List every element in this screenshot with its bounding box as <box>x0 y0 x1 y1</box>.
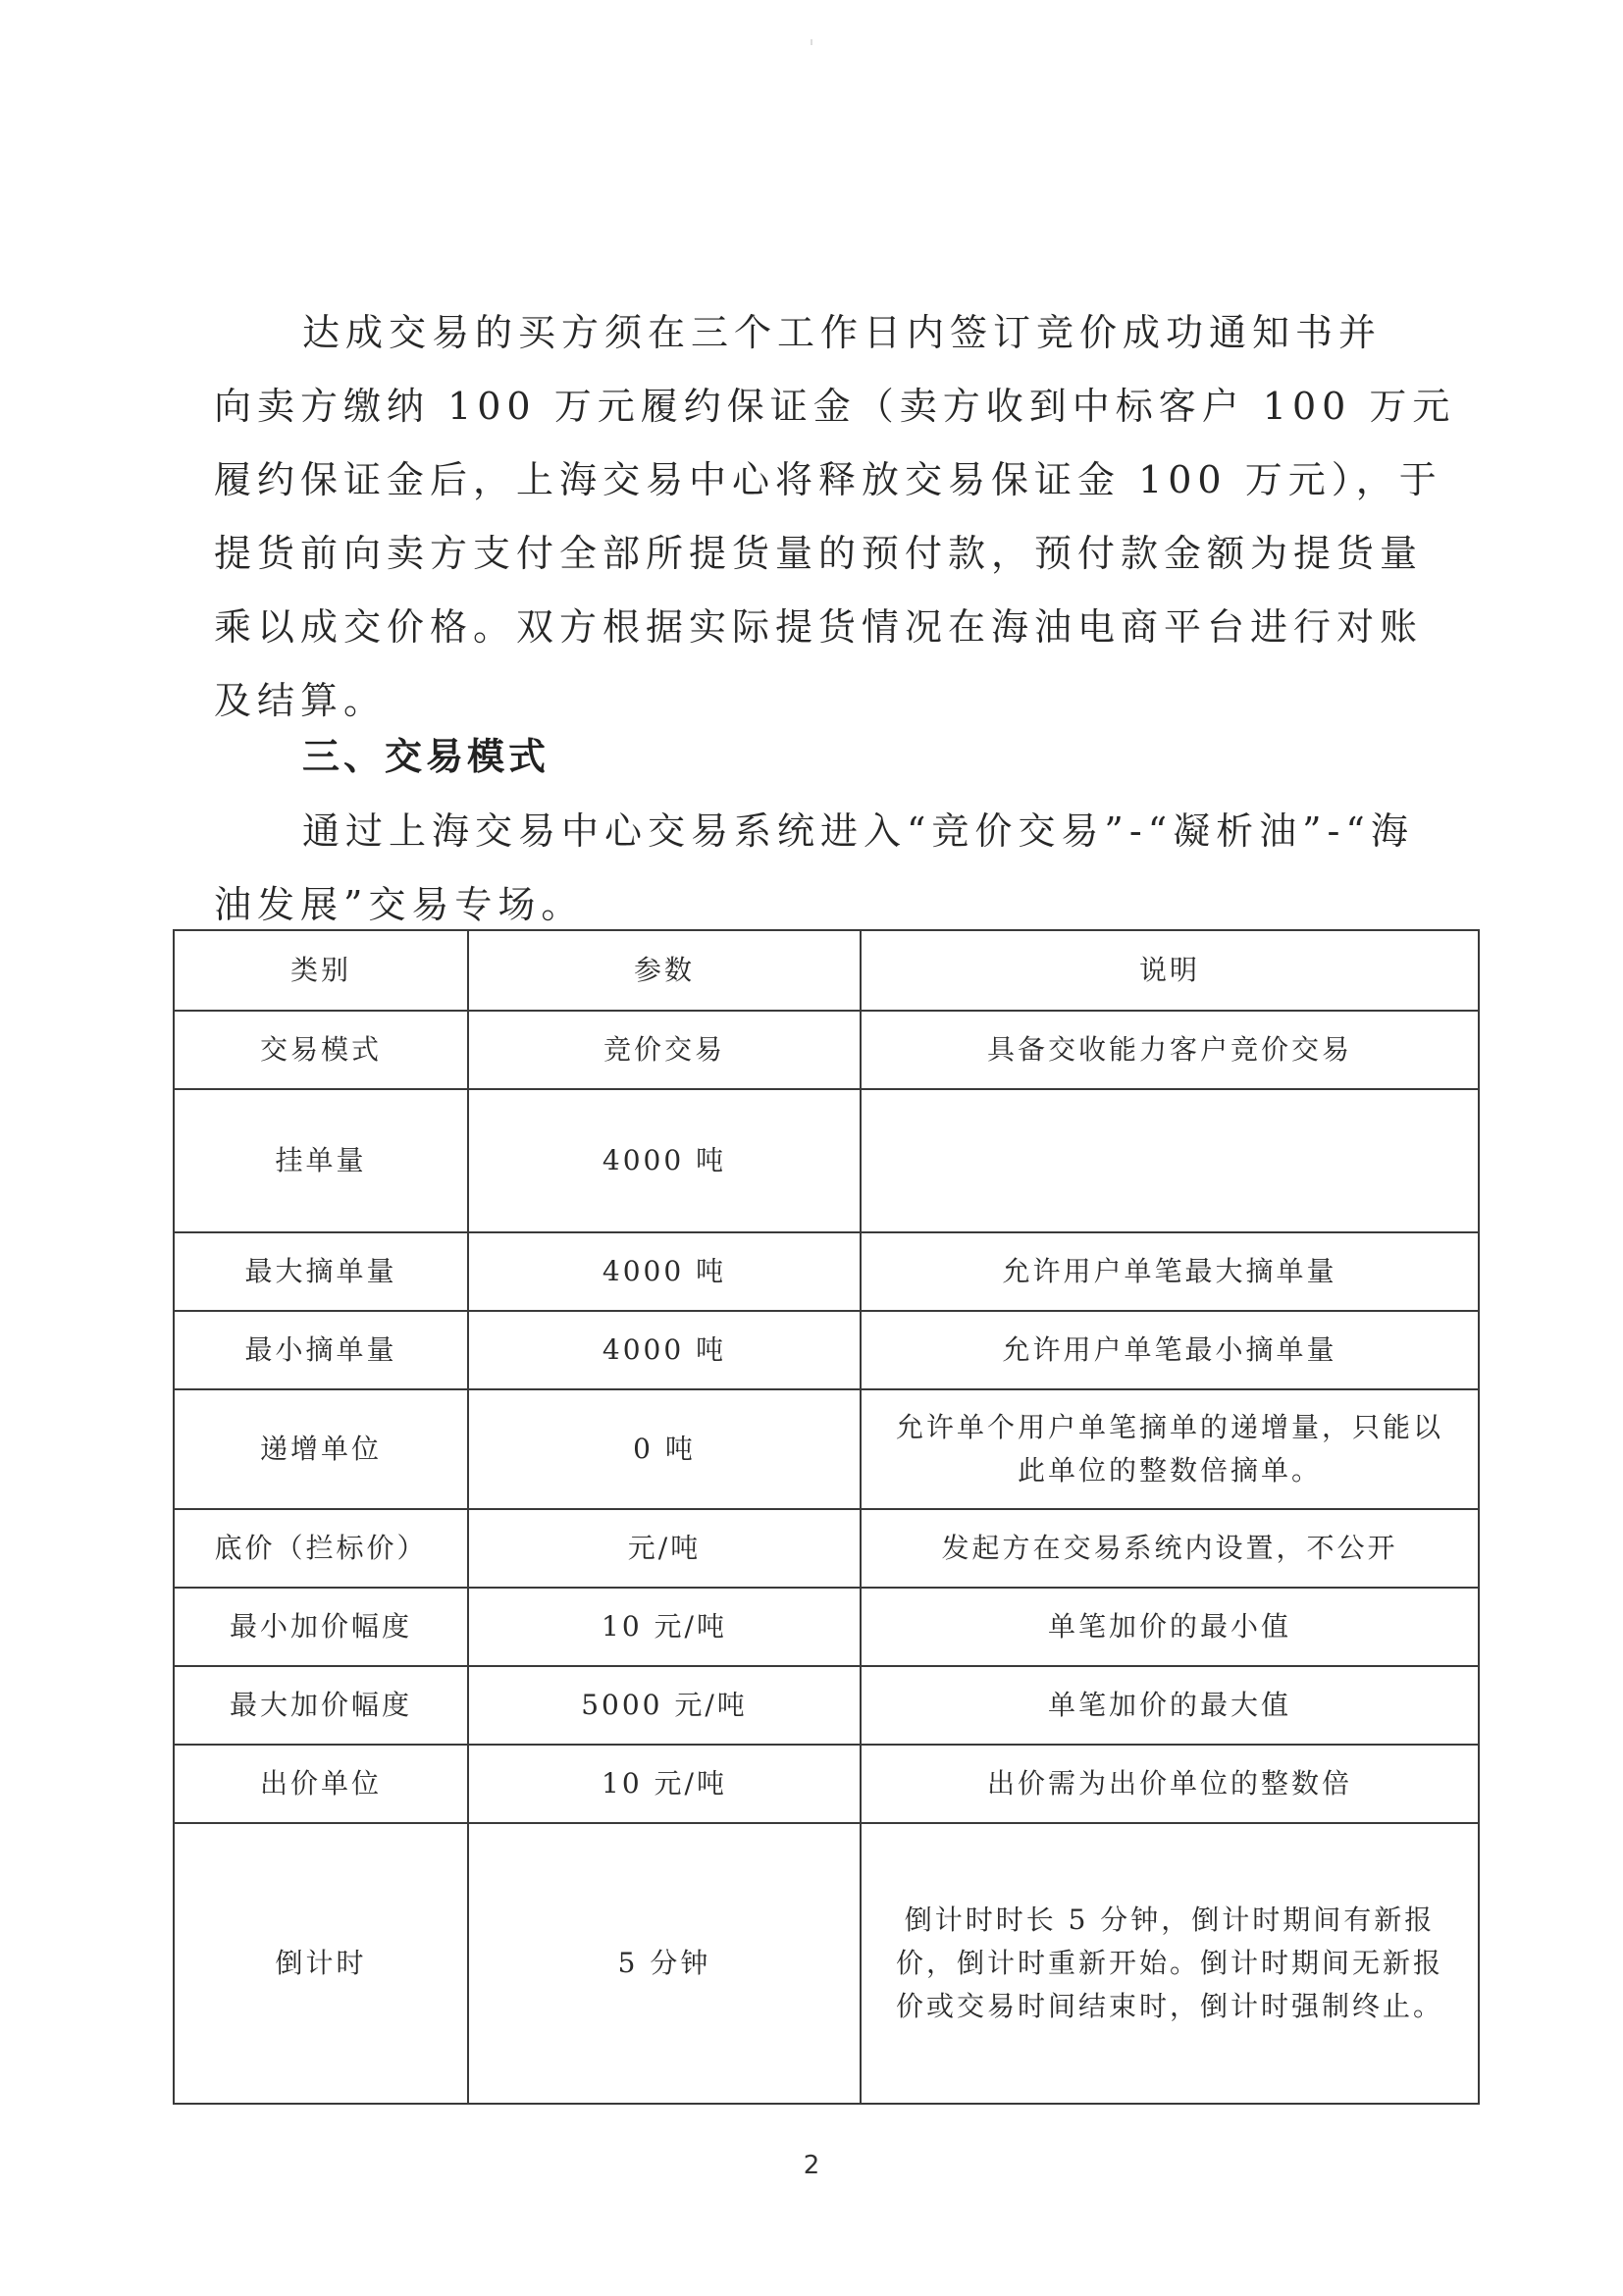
cell-parameter: 元/吨 <box>468 1509 861 1588</box>
table-row <box>174 1745 1479 1823</box>
cell-parameter: 10 元/吨 <box>468 1588 861 1666</box>
header-category: 类别 <box>174 930 468 1011</box>
cell-description: 发起方在交易系统内设置，不公开 <box>861 1509 1479 1588</box>
description-line: 价，倒计时重新开始。倒计时期间无新报 <box>895 1947 1443 1979</box>
paragraph-trading-mode <box>214 795 1431 942</box>
paragraph-line: 履约保证金后，上海交易中心将释放交易保证金 100 万元），于 <box>214 458 1442 501</box>
cell-category: 最大加价幅度 <box>174 1666 468 1745</box>
cell-description: 单笔加价的最大值 <box>861 1666 1479 1745</box>
paragraph-line: 提货前向卖方支付全部所提货量的预付款，预付款金额为提货量 <box>214 532 1424 575</box>
cell-description: 出价需为出价单位的整数倍 <box>861 1745 1479 1823</box>
table-row <box>174 1311 1479 1389</box>
cell-parameter: 4000 吨 <box>468 1232 861 1311</box>
paragraph-line: 达成交易的买方须在三个工作日内签订竞价成功通知书并 <box>302 311 1383 354</box>
paragraph-line: 油发展”交易专场。 <box>214 883 585 926</box>
cell-parameter: 4000 吨 <box>468 1089 861 1232</box>
cell-parameter: 5000 元/吨 <box>468 1666 861 1745</box>
cell-description <box>861 1823 1479 2104</box>
description-line: 此单位的整数倍摘单。 <box>1017 1454 1322 1487</box>
cell-category: 最大摘单量 <box>174 1232 468 1311</box>
section-heading: 三、交易模式 <box>302 735 550 778</box>
cell-description: 允许用户单笔最大摘单量 <box>861 1232 1479 1311</box>
cell-category: 交易模式 <box>174 1011 468 1089</box>
table-row <box>174 1666 1479 1745</box>
cell-category: 递增单位 <box>174 1389 468 1509</box>
paragraph-line: 乘以成交价格。双方根据实际提货情况在海油电商平台进行对账 <box>214 605 1424 649</box>
binding-mark <box>811 39 812 45</box>
table-row <box>174 1389 1479 1509</box>
cell-description: 允许用户单笔最小摘单量 <box>861 1311 1479 1389</box>
description-line: 倒计时时长 5 分钟，倒计时期间有新报 <box>904 1904 1436 1936</box>
paragraph-line: 及结算。 <box>214 679 388 722</box>
cell-description: 单笔加价的最小值 <box>861 1588 1479 1666</box>
cell-parameter: 10 元/吨 <box>468 1745 861 1823</box>
paragraph-settlement <box>214 296 1456 738</box>
cell-category: 挂单量 <box>174 1089 468 1232</box>
header-description: 说明 <box>861 930 1479 1011</box>
description-line: 允许单个用户单笔摘单的递增量，只能以 <box>895 1411 1443 1443</box>
cell-parameter: 0 吨 <box>468 1389 861 1509</box>
table-row <box>174 1509 1479 1588</box>
table-row <box>174 1011 1479 1089</box>
description-line: 价或交易时间结束时，倒计时强制终止。 <box>895 1990 1443 2022</box>
cell-category: 底价（拦标价） <box>174 1509 468 1588</box>
cell-parameter: 5 分钟 <box>468 1823 861 2104</box>
trading-parameters-table <box>173 929 1480 2105</box>
paragraph-line: 向卖方缴纳 100 万元履约保证金（卖方收到中标客户 100 万元 <box>214 385 1456 428</box>
cell-category: 倒计时 <box>174 1823 468 2104</box>
page-number: 2 <box>803 2151 820 2180</box>
table-row <box>174 1823 1479 2104</box>
table-row <box>174 1089 1479 1232</box>
cell-parameter: 竞价交易 <box>468 1011 861 1089</box>
cell-description: 具备交收能力客户竞价交易 <box>861 1011 1479 1089</box>
table-row <box>174 1232 1479 1311</box>
table-header-row <box>174 930 1479 1011</box>
cell-category: 最小摘单量 <box>174 1311 468 1389</box>
table-row <box>174 1588 1479 1666</box>
cell-description <box>861 1389 1479 1509</box>
cell-parameter: 4000 吨 <box>468 1311 861 1389</box>
cell-description <box>861 1089 1479 1232</box>
cell-category: 出价单位 <box>174 1745 468 1823</box>
paragraph-line: 通过上海交易中心交易系统进入“竞价交易”-“凝析油”-“海 <box>302 809 1414 853</box>
header-parameter: 参数 <box>468 930 861 1011</box>
cell-category: 最小加价幅度 <box>174 1588 468 1666</box>
